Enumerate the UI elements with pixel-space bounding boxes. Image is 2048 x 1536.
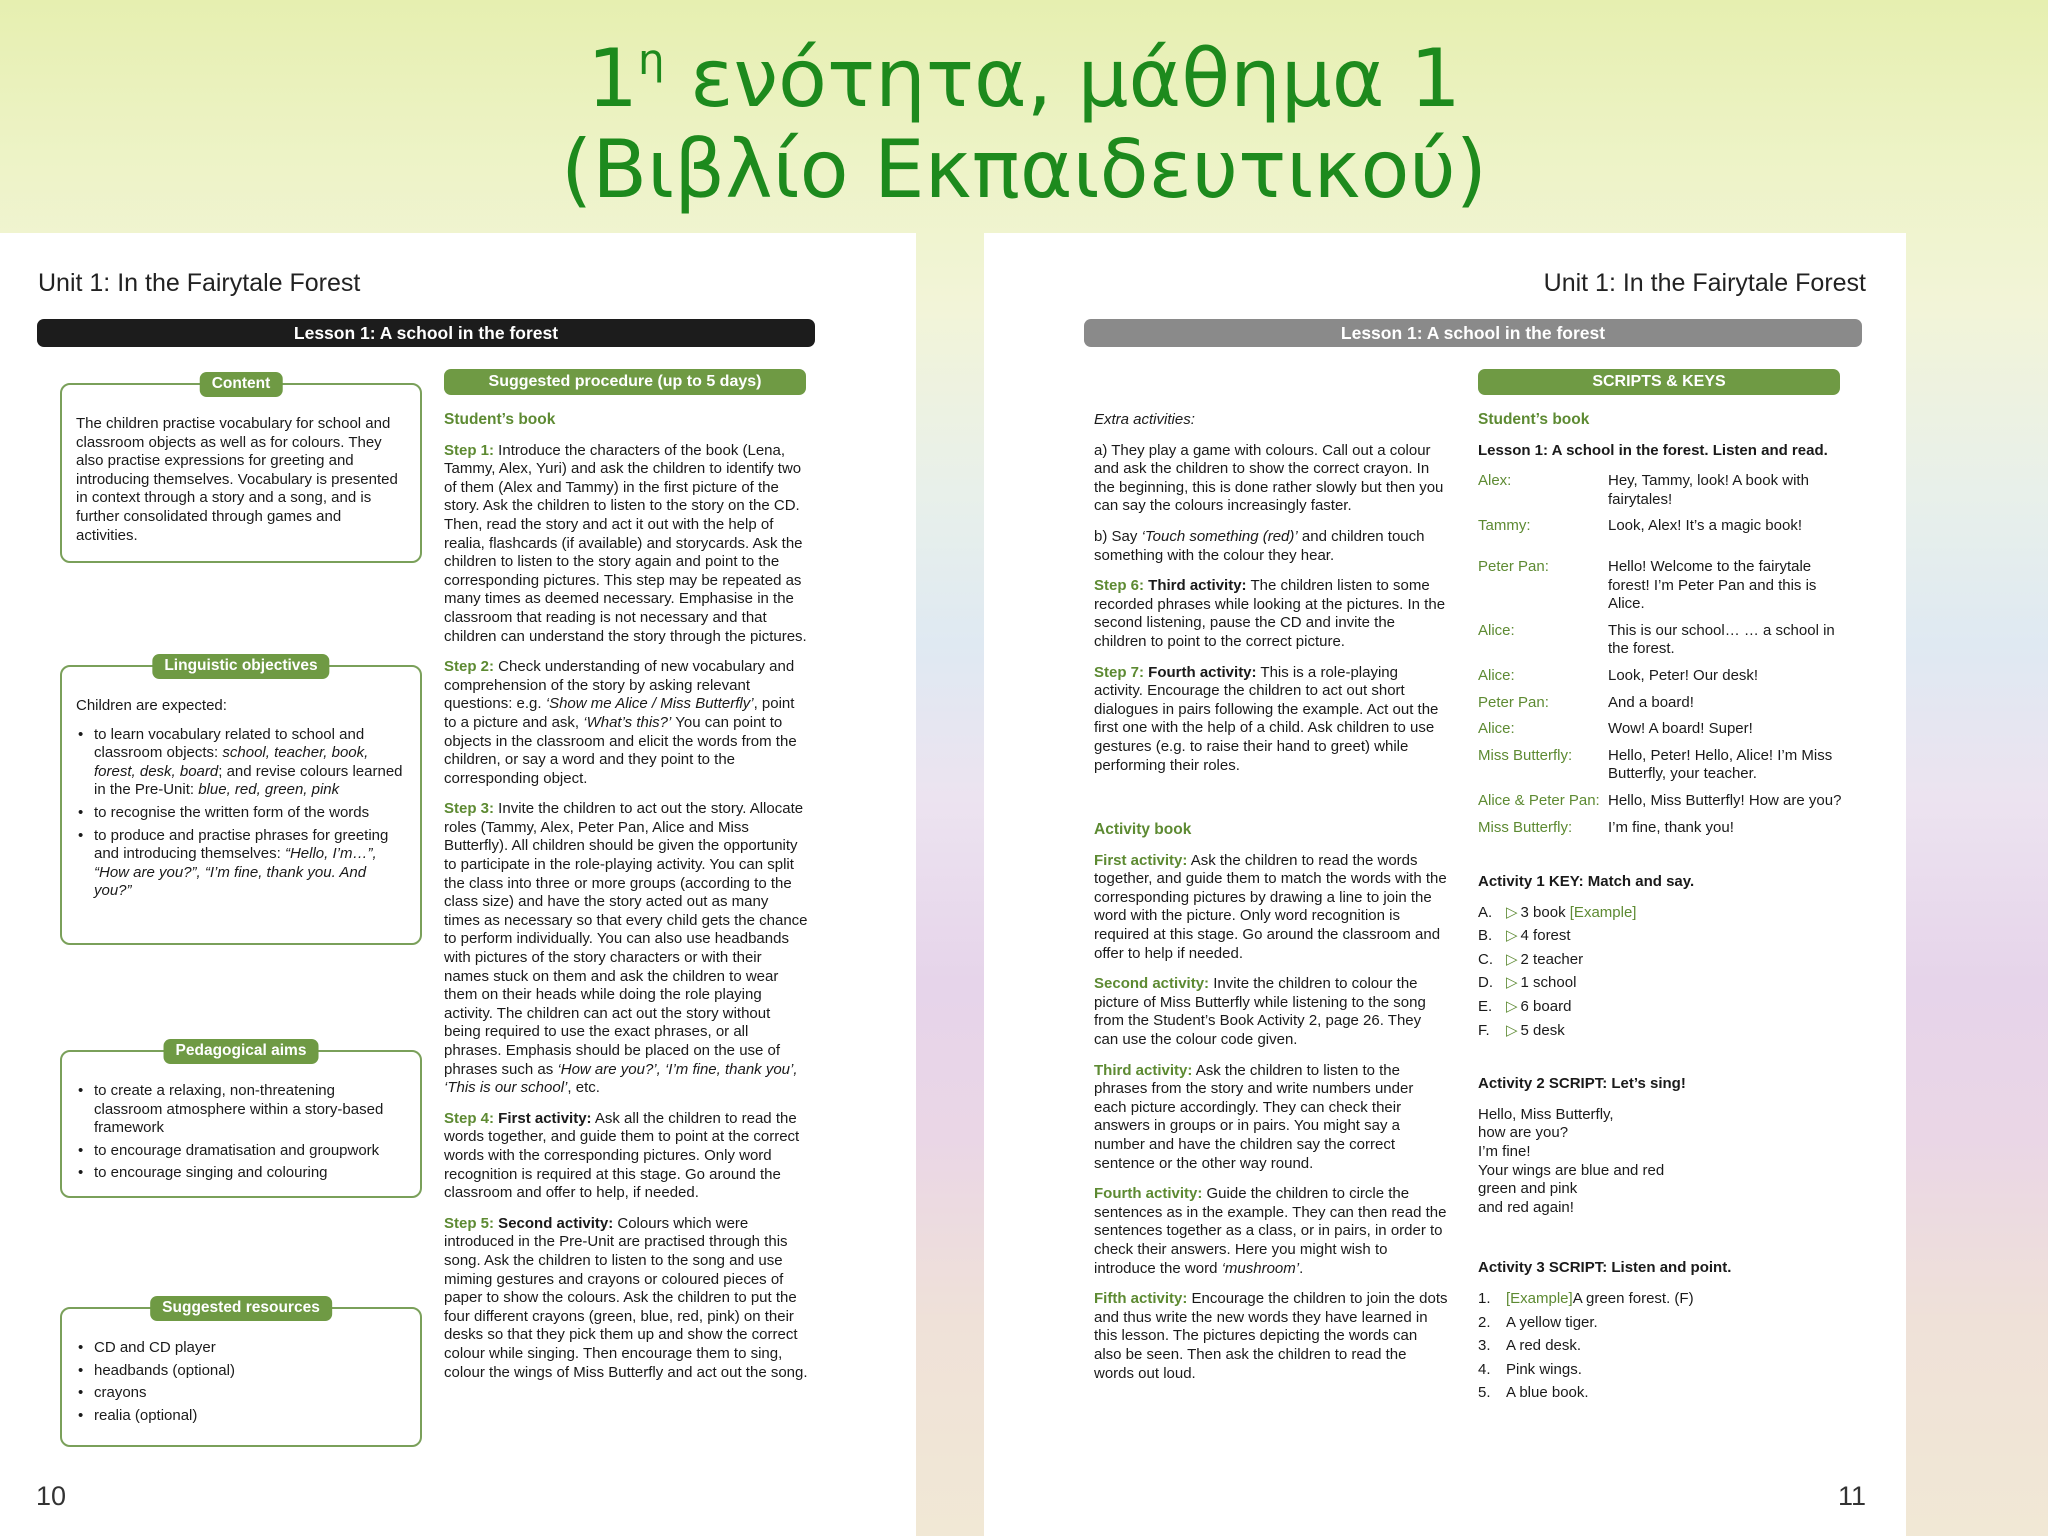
- page-number: 11: [1837, 1481, 1866, 1511]
- box-label: Linguistic objectives: [152, 654, 329, 679]
- box-label: Content: [200, 372, 283, 397]
- resource-item: • CD and CD player: [94, 1339, 406, 1358]
- objective-item: • to learn vocabulary related to school and classroom objects: school, teacher, book, forest, desk, board; and revise colours learned in the Pre-Unit: blue, red, green, pink: [94, 726, 406, 800]
- song-line: I’m fine!: [1478, 1143, 1531, 1161]
- key-item: C. ▷ 2 teacher: [1478, 950, 1584, 968]
- song-line: how are you?: [1478, 1124, 1569, 1142]
- activity2-script-title: Activity 2 SCRIPT: Let’s sing!: [1478, 1075, 1686, 1093]
- objective-item: • to recognise the written form of the words: [94, 804, 406, 823]
- key-item: D. ▷ 1 school: [1478, 974, 1577, 992]
- objectives-intro: Children are expected:: [76, 697, 227, 714]
- script-item: 4. Pink wings.: [1478, 1360, 1582, 1378]
- dialogue-line: Alex: Hey, Tammy, look! A book with fairytales!: [1478, 472, 1809, 508]
- play-triangle-icon: ▷: [1506, 998, 1518, 1016]
- resource-item: • crayons: [94, 1384, 406, 1403]
- aim-item: • to encourage singing and colouring: [94, 1164, 406, 1183]
- aim-item: • to encourage dramatisation and groupwork: [94, 1142, 406, 1161]
- students-book-heading: Student’s book: [1478, 411, 1590, 428]
- play-triangle-icon: ▷: [1506, 1021, 1518, 1039]
- step-1: Step 1: Introduce the characters of the book (Lena, Tammy, Alex, Yuri) and ask the children to identify two of them (Alex and Tammy) in the first picture of the story. Ask the children to listen to the story on the CD. Then, read the story and act it out with the help of realia, flashcards (if available) and storycards. Ask the children to listen to the story again and point to the corresponding pictures. This step may be repeated as many times as deemed necessary. Emphasise in the classroom that reading is not necessary and that children can understand the story through the pictures.: [444, 441, 807, 645]
- step-6: Step 6: Third activity: The children listen to some recorded phrases while looking at the pictures. In the second listening, pause the CD and invite the children to point to the correct picture.: [1094, 577, 1446, 650]
- linguistic-objectives-box: [60, 657, 422, 945]
- content-box: [60, 375, 422, 563]
- extra-activities-heading: Extra activities:: [1094, 411, 1195, 428]
- dialogue-line: Alice: Wow! A board! Super!: [1478, 720, 1753, 738]
- ab-activity-4: Fourth activity: Guide the children to circle the sentences as in the example. They can then read the sentences together as a class, or in pairs, in order to check their answers. Here you might wish to introduce the word ‘mushroom’.: [1094, 1185, 1447, 1277]
- dialogue-line: Miss Butterfly: Hello, Peter! Hello, Alice! I’m Miss Butterfly, your teacher.: [1478, 746, 1833, 783]
- step-2: Step 2: Check understanding of new vocabulary and comprehension of the story by asking relevant questions: e.g. ‘Show me Alice / Miss Butterfly’, point to a picture and ask, ‘What’s this?’ You can point to objects in the classroom and elicit the words from the children, or say a word and they point to the corresponding object.: [444, 658, 797, 787]
- procedure-column: [444, 411, 808, 1394]
- dialogue-line: Alice: This is our school… … a school in the forest.: [1478, 621, 1835, 658]
- ab-activity-5: Fifth activity: Encourage the children to join the dots and thus write the new words they have learned in this lesson. The pictures depicting the words can also be seen. Then ask the children to read the words out loud.: [1094, 1290, 1448, 1382]
- song-line: green and pink: [1478, 1180, 1578, 1198]
- aim-item: • to create a relaxing, non-threatening classroom atmosphere within a story-based framework: [94, 1082, 406, 1138]
- students-book-heading: Student’s book: [444, 411, 556, 428]
- activity3-script-title: Activity 3 SCRIPT: Listen and point.: [1478, 1259, 1732, 1277]
- suggested-resources-box: [60, 1299, 422, 1447]
- dialogue-line: Alice: Look, Peter! Our desk!: [1478, 666, 1759, 684]
- script-item: 2. A yellow tiger.: [1478, 1313, 1598, 1331]
- slide-title-line1: $1^\eta$ ενότητα, μάθημα 1: [587, 32, 1461, 125]
- ab-activity-2: Second activity: Invite the children to colour the picture of Miss Butterfly while listening to the song from the Student’s Book Activity 2, page 26. They can use the colour code given.: [1094, 975, 1426, 1049]
- song-line: Hello, Miss Butterfly,: [1478, 1105, 1614, 1123]
- lesson-bar: Lesson 1: A school in the forest: [1084, 319, 1862, 347]
- key-item: F. ▷ 5 desk: [1478, 1021, 1565, 1039]
- step-7: Step 7: Fourth activity: This is a role-playing activity. Encourage the children to act out short dialogues in pairs following the example. Act out the first one with the help of a child. Ask children to use gestures (e.g. to raise their hand to greet) while performing their roles.: [1094, 663, 1439, 774]
- lesson-bar: Lesson 1: A school in the forest: [37, 319, 815, 347]
- slide-title-line2: (Βιβλίο Εκπαιδευτικού): [561, 123, 1487, 216]
- script-item: 5. A blue book.: [1478, 1384, 1589, 1402]
- play-triangle-icon: ▷: [1506, 950, 1518, 968]
- left-page: [0, 233, 916, 1536]
- song-line: Your wings are blue and red: [1478, 1161, 1665, 1179]
- key-item: E. ▷ 6 board: [1478, 998, 1572, 1016]
- right-page: [984, 233, 1906, 1536]
- content-text: The children practise vocabulary for school and classroom objects as well as for colours. They also practise expressions for greeting and introducing themselves. Vocabulary is presented in context through a story and a song, and is further consolidated through games and activities.: [76, 415, 398, 544]
- pedagogical-aims-box: [60, 1042, 422, 1198]
- lesson-script-title: Lesson 1: A school in the forest. Listen and read.: [1478, 441, 1828, 459]
- resource-item: • realia (optional): [94, 1407, 406, 1426]
- play-triangle-icon: ▷: [1506, 903, 1518, 921]
- step-5: Step 5: Second activity: Colours which were introduced in the Pre-Unit are practised through this song. Ask the children to listen to the song and use miming gestures and crayons or coloured pieces of paper to show the colours. Ask the children to put the four different crayons (green, blue, red, pink) on their desks so that they pick them up and show the correct colour while singing. Then encourage them to sing, colour the wings of Miss Butterfly and act out the song.: [444, 1214, 808, 1381]
- key-item: B. ▷ 4 forest: [1478, 927, 1571, 945]
- play-triangle-icon: ▷: [1506, 927, 1518, 945]
- procedure-bar: Suggested procedure (up to 5 days): [444, 369, 806, 395]
- ab-activity-3: Third activity: Ask the children to listen to the phrases from the story and write numbers under each picture accordingly. They can check their answers in groups or in pairs. You might say a number and have the children say the correct sentence or the other way round.: [1094, 1061, 1414, 1172]
- step-3: Step 3: Invite the children to act out the story. Allocate roles (Tammy, Alex, Peter Pan, Alice and Miss Butterfly). All children should be given the opportunity to participate in the role-playing activity. You can split the class into three or more groups (according to the class size) and have the story acted out as many times as necessary so that every child gets the chance to perform individually. You can also use headbands with pictures of the story characters or with their names stuck on them and ask the children to wear them on their heads while doing the role playing activity. The children can act out the story without being required to use the exact phrases, or all phrases. Emphasis should be placed on the use of phrases such as ‘How are you?’, ‘I’m fine, thank you’, ‘This is our school’, etc.: [444, 800, 808, 1097]
- extra-activity-a: a) They play a game with colours. Call out a colour and ask the children to show the correct crayon. In the beginning, this is done rather slowly but then you can say the colours increasingly faster.: [1094, 441, 1444, 515]
- play-triangle-icon: ▷: [1506, 974, 1518, 992]
- step-4: Step 4: First activity: Ask all the children to read the words together, and guide them to point at the correct words with the corresponding pictures. Only word recognition is required at this stage. Go around the classroom and offer to help, if needed.: [444, 1109, 800, 1202]
- script-item: 3. A red desk.: [1478, 1337, 1582, 1355]
- ab-activity-1: First activity: Ask the children to read the words together, and guide them to match the words with the corresponding pictures by drawing a line to join the word with the picture. Only word recognition is required at this stage. Go around the classroom and offer to help if needed.: [1094, 851, 1447, 962]
- dialogue-line: Tammy: Look, Alex! It’s a magic book!: [1478, 517, 1802, 535]
- scripts-keys-bar: SCRIPTS & KEYS: [1478, 369, 1840, 395]
- dialogue-line: Peter Pan: Hello! Welcome to the fairytale forest! I’m Peter Pan and this is Alice.: [1478, 557, 1817, 613]
- activity-book-heading: Activity book: [1094, 821, 1192, 839]
- song-line: and red again!: [1478, 1198, 1574, 1216]
- activity1-key-title: Activity 1 KEY: Match and say.: [1478, 873, 1695, 891]
- key-item: A. ▷ 3 book [Example]: [1478, 903, 1637, 921]
- dialogue-line: Alice & Peter Pan: Hello, Miss Butterfly! How are you?: [1478, 791, 1842, 809]
- scripts-column: [1478, 411, 1848, 1408]
- unit-title: Unit 1: In the Fairytale Forest: [38, 269, 361, 297]
- script-item: 1. [Example] A green forest. (F): [1478, 1290, 1694, 1307]
- activities-column: [1094, 411, 1448, 1395]
- objective-item: • to produce and practise phrases for greeting and introducing themselves: “Hello, I’m…”, “How are you?”, “I’m fine, thank you. And you?”: [94, 827, 406, 901]
- page-number: 10: [36, 1481, 67, 1511]
- box-label: Suggested resources: [150, 1296, 332, 1321]
- dialogue-line: Peter Pan: And a board!: [1478, 693, 1694, 711]
- unit-title: Unit 1: In the Fairytale Forest: [1543, 269, 1866, 297]
- resource-item: • headbands (optional): [94, 1362, 406, 1381]
- dialogue-line: Miss Butterfly: I’m fine, thank you!: [1478, 818, 1734, 836]
- box-label: Pedagogical aims: [164, 1039, 319, 1064]
- extra-activity-b: b) Say ‘Touch something (red)’ and children touch something with the colour they hear.: [1094, 527, 1425, 564]
